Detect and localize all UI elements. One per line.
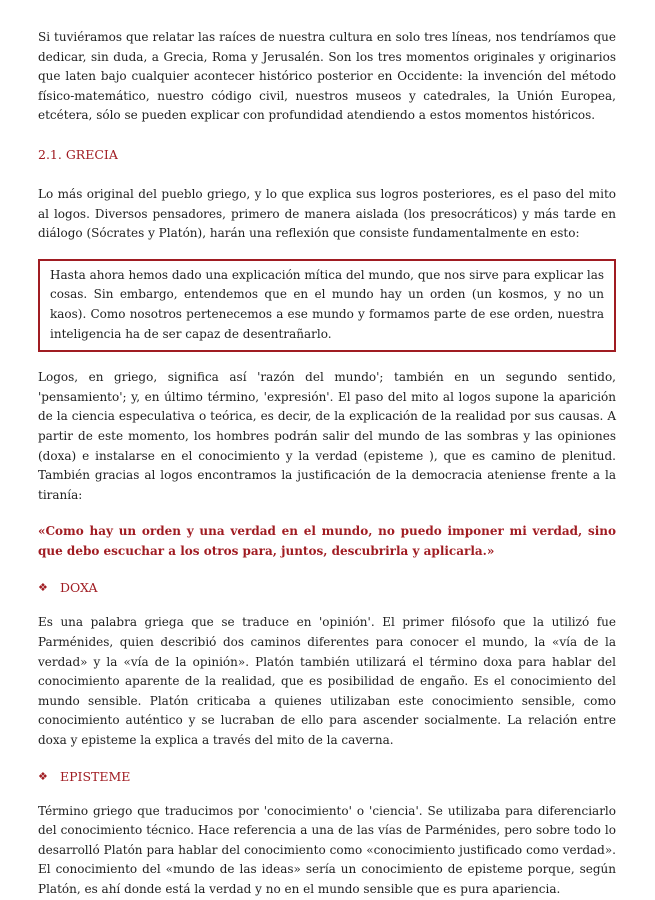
episteme-heading — [38, 768, 616, 786]
highlight-quote: «Como hay un orden y una verdad en el mundo, no puedo imponer mi verdad, sino que debo escuchar a los otros para, juntos, descubrirla y aplicarla.» — [38, 524, 616, 558]
logos-intro-paragraph: Lo más original del pueblo griego, y lo que explica sus logros posteriores, es el paso del mito al logos. Diversos pensadores, primero de manera aislada (los presocráticos) y más tarde en diálogo (Sócrates y Platón), harán una reflexión que consiste fundamentalmente en esto: — [38, 186, 616, 241]
section-heading-grecia: 2.1. GRECIA — [38, 146, 118, 162]
logos-definition-paragraph: Logos, en griego, significa así 'razón del mundo'; también en un segundo sentido, 'pensamiento'; y, en último término, 'expresión'. El paso del mito al logos supone la aparición de la ciencia especulativa o teórica, es decir, de la explicación de la realidad por sus causas. A partir de este momento, los hombres podrán salir del mundo de las sombras y las opiniones (doxa) e instalarse en el conocimiento y la verdad (episteme ), que es camino de plenitud. También gracias al logos encontramos la justificación de la democracia ateniense frente a la tiranía: — [38, 370, 616, 502]
diamond-bullet-icon: ❖ — [38, 769, 48, 783]
quote-box — [38, 259, 616, 352]
episteme-paragraph: Término griego que traducimos por 'conocimiento' o 'ciencia'. Se utilizaba para diferenciarlo del conocimiento técnico. Hace referencia a una de las vías de Parménides, pero sobre todo lo desarrolló Platón para hablar del conocimiento como «conocimiento justificado como verdad». El conocimiento del «mundo de las ideas» sería un conocimiento de episteme porque, según Platón, es ahí donde está la verdad y no en el mundo sensible que es pura apariencia. — [38, 803, 616, 896]
document-page — [38, 28, 616, 900]
quote-text: Hasta ahora hemos dado una explicación mítica del mundo, que nos sirve para explicar las cosas. Sin embargo, entendemos que en el mundo hay un orden (un kosmos, y no un kaos). Como nosotros pertenecemos a ese mundo y formamos parte de ese orden, nuestra inteligencia ha de ser capaz de desentrañarlo. — [50, 267, 604, 341]
doxa-heading-label: DOXA — [60, 580, 98, 596]
doxa-heading — [38, 579, 616, 597]
doxa-paragraph: Es una palabra griega que se traduce en 'opinión'. El primer filósofo que la utilizó fue Parménides, quien describió dos caminos diferentes para conocer el mundo, la «vía de la verdad» y la «vía de la opinión». Platón también utilizará el término doxa para hablar del conocimiento aparente de la realidad, que es posibilidad de engaño. Es el conocimiento del mundo sensible. Platón criticaba a quienes utilizaban este conocimiento sensible, como conocimiento auténtico y se lucraban de ello para ascender socialmente. La relación entre doxa y episteme la explica a través del mito de la caverna. — [38, 615, 616, 748]
diamond-bullet-icon: ❖ — [38, 581, 48, 595]
intro-paragraph: Si tuviéramos que relatar las raíces de nuestra cultura en solo tres líneas, nos tendríamos que dedicar, sin duda, a Grecia, Roma y Jerusalén. Son los tres momentos originales y originarios que laten bajo cualquier acontecer histórico posterior en Occidente: la invención del método físico-matemático, nuestro código civil, nuestros museos y catedrales, la Unión Europea, etcétera, sólo se pueden explicar con profundidad atendiendo a estos momentos históricos. — [38, 30, 616, 123]
episteme-heading-label: EPISTEME — [60, 768, 131, 784]
